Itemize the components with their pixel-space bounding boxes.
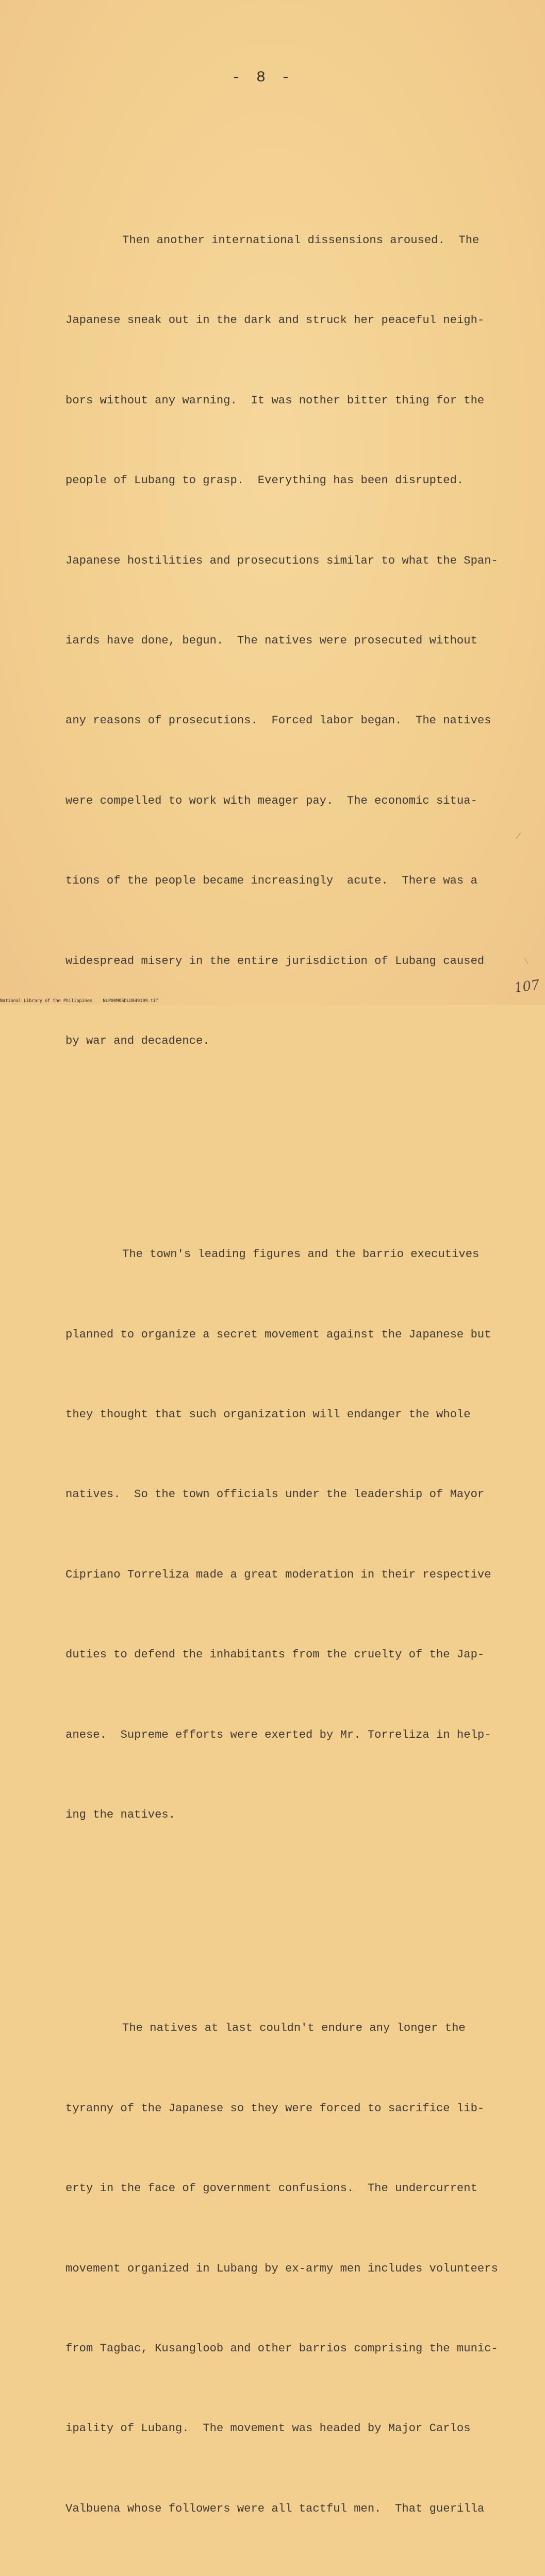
text-line: from Tagbac, Kusangloob and other barrios comprising the munic-	[65, 2342, 498, 2355]
text-line: duties to defend the inhabitants from the cruelty of the Jap-	[65, 1648, 485, 1662]
text-line: The natives at last couldn't endure any longer the	[122, 2022, 466, 2035]
text-line: they thought that such organization will endanger the whole	[65, 1408, 471, 1421]
text-line: natives. So the town officials under the leadership of Mayor	[65, 1488, 485, 1501]
paragraph-3	[65, 1962, 498, 2576]
text-line: planned to organize a secret movement against the Japanese but	[65, 1328, 491, 1341]
text-line: Cipriano Torreliza made a great moderation in their respective	[65, 1568, 491, 1581]
scan-footer: National Library of the Philippines NLP00M0SDLU049109.tif	[0, 998, 159, 1004]
text-line: bors without any warning. It was nother bitter thing for the	[65, 394, 485, 407]
text-line: tions of the people became increasingly acute. There was a	[65, 874, 477, 888]
text-line: people of Lubang to grasp. Everything has been disrupted.	[65, 474, 464, 487]
text-line: by war and decadence.	[65, 1034, 210, 1047]
text-line: Then another international dissensions aroused. The	[122, 233, 480, 247]
text-line: anese. Supreme efforts were exerted by Mr. Torreliza in help-	[65, 1728, 491, 1741]
paragraph-1	[65, 174, 498, 1108]
handwritten-page-number: 107	[513, 977, 541, 996]
text-line: Valbuena whose followers were all tactful men. That guerilla	[65, 2502, 485, 2515]
document-body	[65, 94, 498, 2576]
text-line: ing the natives.	[65, 1808, 176, 1821]
text-line: any reasons of prosecutions. Forced labor began. The natives	[65, 714, 491, 727]
text-line: Japanese sneak out in the dark and struck her peaceful neigh-	[65, 314, 485, 327]
text-line: ipality of Lubang. The movement was headed by Major Carlos	[65, 2422, 471, 2435]
text-line: tyranny of the Japanese so they were forced to sacrifice lib-	[65, 2102, 485, 2115]
stray-mark	[524, 958, 529, 964]
text-line: iards have done, begun. The natives were prosecuted without	[65, 634, 477, 647]
text-line: The town's leading figures and the barrio executives	[122, 1248, 480, 1261]
text-line: erty in the face of government confusions. The undercurrent	[65, 2182, 477, 2195]
paragraph-2	[65, 1188, 493, 1882]
text-line: were compelled to work with meager pay. The economic situa-	[65, 794, 477, 807]
text-line: movement organized in Lubang by ex-army men includes volunteers	[65, 2262, 498, 2275]
page-number: - 8 -	[232, 69, 294, 87]
text-line: widespread misery in the entire jurisdiction of Lubang caused	[65, 954, 485, 968]
stray-mark	[516, 832, 521, 839]
text-line: Japanese hostilities and prosecutions similar to what the Span-	[65, 554, 498, 567]
